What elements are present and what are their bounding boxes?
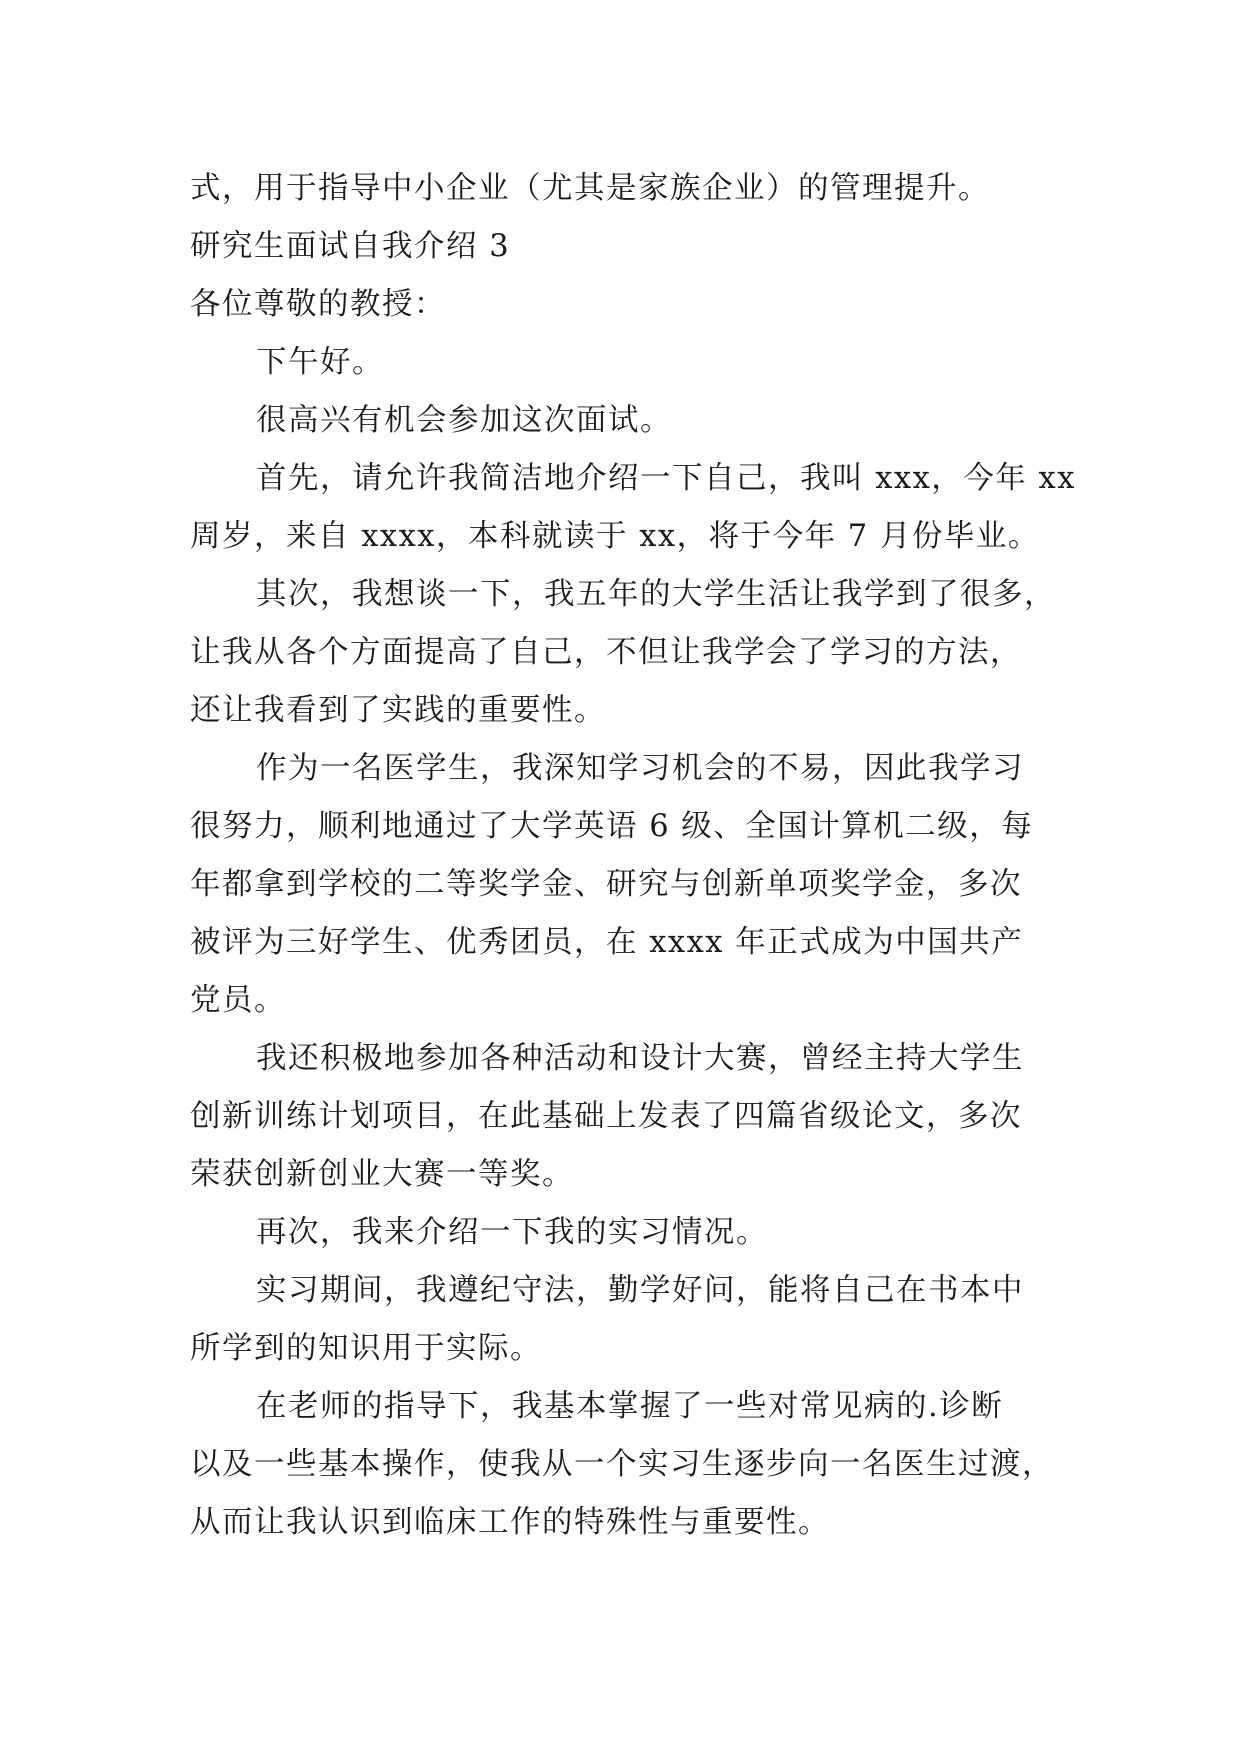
text-line: 式，用于指导中小企业（尤其是家族企业）的管理提升。 bbox=[190, 171, 990, 206]
text-line: 在老师的指导下，我基本掌握了一些对常见病的.诊断 bbox=[256, 1389, 1004, 1424]
text-line: 所学到的知识用于实际。 bbox=[190, 1331, 542, 1366]
text-line: 很高兴有机会参加这次面试。 bbox=[256, 403, 672, 438]
salutation: 各位尊敬的教授： bbox=[190, 287, 446, 322]
text-line: 其次，我想谈一下，我五年的大学生活让我学到了很多， bbox=[256, 577, 1056, 612]
text-line: 下午好。 bbox=[256, 345, 384, 380]
text-line: 首先，请允许我简洁地介绍一下自己，我叫 xxx，今年 xx bbox=[256, 461, 1076, 496]
text-line: 党员。 bbox=[190, 983, 286, 1018]
text-line: 荣获创新创业大赛一等奖。 bbox=[190, 1157, 574, 1192]
text-line: 年都拿到学校的二等奖学金、研究与创新单项奖学金，多次 bbox=[190, 867, 1022, 902]
text-line: 周岁，来自 xxxx，本科就读于 xx，将于今年 7 月份毕业。 bbox=[190, 519, 1040, 554]
text-line: 作为一名医学生，我深知学习机会的不易，因此我学习 bbox=[256, 751, 1024, 786]
section-heading: 研究生面试自我介绍 3 bbox=[190, 229, 511, 264]
text-line: 实习期间，我遵纪守法，勤学好问，能将自己在书本中 bbox=[256, 1273, 1024, 1308]
text-line: 从而让我认识到临床工作的特殊性与重要性。 bbox=[190, 1505, 830, 1540]
text-line: 被评为三好学生、优秀团员，在 xxxx 年正式成为中国共产 bbox=[190, 925, 1024, 960]
text-line: 我还积极地参加各种活动和设计大赛，曾经主持大学生 bbox=[256, 1041, 1024, 1076]
text-line: 以及一些基本操作，使我从一个实习生逐步向一名医生过渡， bbox=[190, 1447, 1054, 1482]
document-body bbox=[190, 160, 1076, 1552]
text-line: 创新训练计划项目，在此基础上发表了四篇省级论文，多次 bbox=[190, 1099, 1022, 1134]
text-line: 让我从各个方面提高了自己，不但让我学会了学习的方法， bbox=[190, 635, 1022, 670]
text-line: 还让我看到了实践的重要性。 bbox=[190, 693, 606, 728]
text-line: 再次，我来介绍一下我的实习情况。 bbox=[256, 1215, 768, 1250]
text-line: 很努力，顺利地通过了大学英语 6 级、全国计算机二级，每 bbox=[190, 809, 1034, 844]
